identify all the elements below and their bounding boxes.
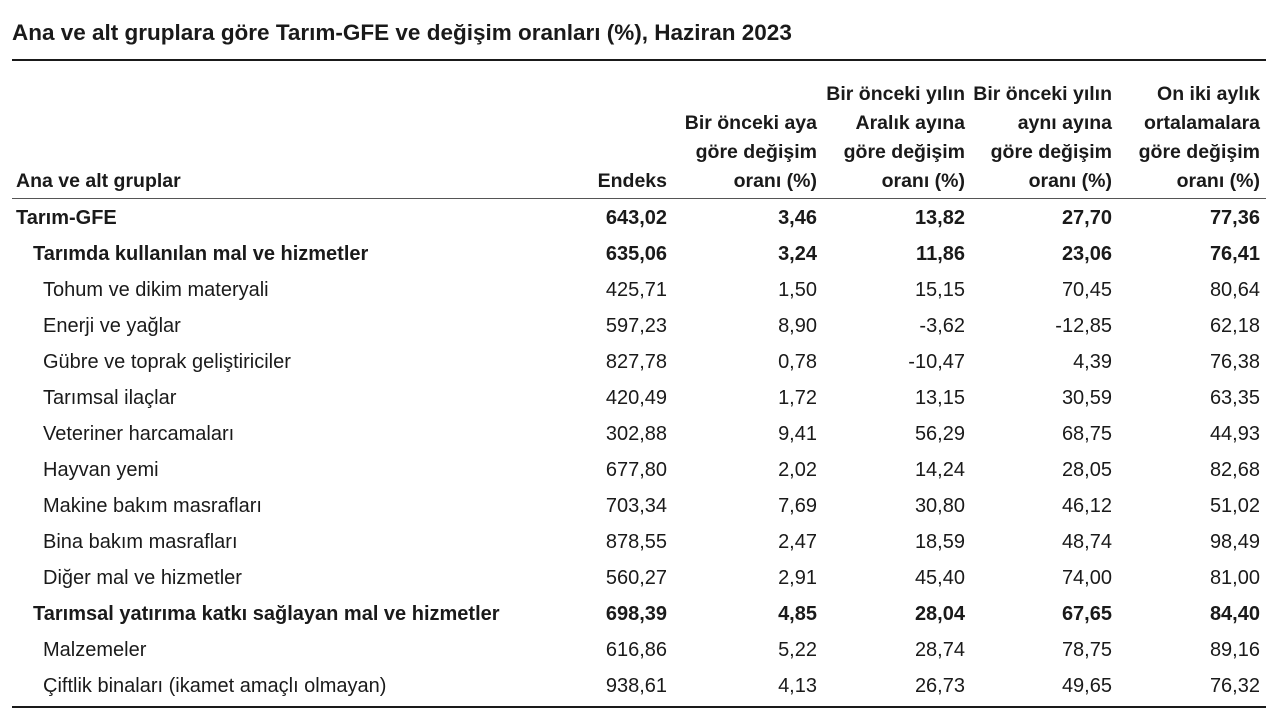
row-label: Tarımsal yatırıma katkı sağlayan mal ve hizmetler xyxy=(33,603,500,625)
monthly-change-value: 3,46 xyxy=(778,207,817,229)
column-header-line: On iki aylık xyxy=(1157,83,1260,105)
annual-change-value: 23,06 xyxy=(1061,243,1112,265)
monthly-change-value: 2,02 xyxy=(778,459,817,481)
row-label: Veteriner harcamaları xyxy=(43,423,235,445)
annual-change-value: 49,65 xyxy=(1061,675,1112,697)
december-change-value: 30,80 xyxy=(914,495,965,517)
monthly-change-value: 1,72 xyxy=(778,387,817,409)
monthly-change-value: 2,91 xyxy=(778,567,817,589)
december-change-value: 11,86 xyxy=(916,243,965,265)
monthly-change-value: 8,90 xyxy=(778,315,817,337)
december-change-value: 56,29 xyxy=(914,423,965,445)
index-value: 302,88 xyxy=(605,423,667,445)
column-header-line: oranı (%) xyxy=(1176,170,1260,192)
twelve-month-average-change-value: 84,40 xyxy=(1209,603,1260,625)
monthly-change-value: 4,13 xyxy=(778,675,817,697)
column-header-monthly-change xyxy=(685,109,817,196)
item-row xyxy=(0,308,1280,344)
december-change-value: -10,47 xyxy=(908,351,965,373)
item-row xyxy=(0,380,1280,416)
monthly-change-value: 3,24 xyxy=(778,243,817,265)
annual-change-value: 30,59 xyxy=(1061,387,1112,409)
column-header-line: Bir önceki yılın xyxy=(826,83,965,105)
twelve-month-average-change-value: 89,16 xyxy=(1209,639,1260,661)
december-change-value: -3,62 xyxy=(919,315,965,337)
row-label: Hayvan yemi xyxy=(43,459,159,481)
total-row xyxy=(0,200,1280,236)
row-label: Tarım-GFE xyxy=(16,207,117,229)
column-header-line: oranı (%) xyxy=(733,170,817,192)
twelve-month-average-change-value: 51,02 xyxy=(1209,495,1260,517)
item-row xyxy=(0,488,1280,524)
column-header-line: Ana ve alt gruplar xyxy=(16,170,181,192)
column-header-line: Bir önceki aya xyxy=(684,112,817,134)
row-label: Çiftlik binaları (ikamet amaçlı olmayan) xyxy=(43,675,387,697)
annual-change-value: 28,05 xyxy=(1061,459,1112,481)
row-label: Makine bakım masrafları xyxy=(43,495,262,517)
twelve-month-average-change-value: 62,18 xyxy=(1209,315,1260,337)
index-value: 616,86 xyxy=(605,639,667,661)
december-change-value: 13,15 xyxy=(914,387,965,409)
column-header-line: Endeks xyxy=(597,170,667,192)
column-header-december-change xyxy=(826,80,965,196)
top-rule xyxy=(12,59,1266,61)
monthly-change-value: 7,69 xyxy=(778,495,817,517)
item-row xyxy=(0,452,1280,488)
row-label: Gübre ve toprak geliştiriciler xyxy=(43,351,291,373)
index-value: 560,27 xyxy=(605,567,667,589)
table-header xyxy=(0,80,1280,196)
header-rule xyxy=(12,198,1266,199)
index-value: 635,06 xyxy=(605,243,667,265)
column-header-line: Aralık ayına xyxy=(855,112,965,134)
december-change-value: 26,73 xyxy=(914,675,965,697)
row-label: Tarımsal ilaçlar xyxy=(43,387,177,409)
row-label: Diğer mal ve hizmetler xyxy=(43,567,242,589)
item-row xyxy=(0,344,1280,380)
twelve-month-average-change-value: 76,38 xyxy=(1209,351,1260,373)
row-label: Tohum ve dikim materyali xyxy=(43,279,269,301)
column-header-index xyxy=(598,167,667,196)
index-value: 698,39 xyxy=(605,603,667,625)
twelve-month-average-change-value: 82,68 xyxy=(1209,459,1260,481)
column-header-line: oranı (%) xyxy=(881,170,965,192)
index-value: 938,61 xyxy=(605,675,667,697)
index-value: 878,55 xyxy=(605,531,667,553)
index-value: 597,23 xyxy=(605,315,667,337)
index-value: 677,80 xyxy=(605,459,667,481)
twelve-month-average-change-value: 98,49 xyxy=(1209,531,1260,553)
group-row xyxy=(0,236,1280,272)
column-header-line: göre değişim xyxy=(843,141,965,163)
monthly-change-value: 5,22 xyxy=(778,639,817,661)
december-change-value: 18,59 xyxy=(914,531,965,553)
index-value: 703,34 xyxy=(605,495,667,517)
index-value: 425,71 xyxy=(605,279,667,301)
item-row xyxy=(0,524,1280,560)
twelve-month-average-change-value: 80,64 xyxy=(1209,279,1260,301)
item-row xyxy=(0,272,1280,308)
index-value: 827,78 xyxy=(605,351,667,373)
column-header-line: göre değişim xyxy=(1138,141,1260,163)
annual-change-value: 78,75 xyxy=(1061,639,1112,661)
twelve-month-average-change-value: 76,41 xyxy=(1209,243,1260,265)
december-change-value: 28,74 xyxy=(914,639,965,661)
row-label: Enerji ve yağlar xyxy=(43,315,181,337)
december-change-value: 45,40 xyxy=(914,567,965,589)
annual-change-value: 67,65 xyxy=(1061,603,1112,625)
monthly-change-value: 0,78 xyxy=(778,351,817,373)
row-label: Tarımda kullanılan mal ve hizmetler xyxy=(33,243,369,265)
annual-change-value: 4,39 xyxy=(1073,351,1112,373)
column-header-line: Bir önceki yılın xyxy=(973,83,1112,105)
monthly-change-value: 1,50 xyxy=(778,279,817,301)
twelve-month-average-change-value: 44,93 xyxy=(1209,423,1260,445)
column-header-twelve-month-average-change xyxy=(1139,80,1260,196)
column-header-annual-change xyxy=(973,80,1112,196)
column-header-line: aynı ayına xyxy=(1017,112,1112,134)
annual-change-value: 68,75 xyxy=(1061,423,1112,445)
item-row xyxy=(0,668,1280,704)
column-header-line: göre değişim xyxy=(990,141,1112,163)
group-row xyxy=(0,596,1280,632)
row-label: Malzemeler xyxy=(43,639,147,661)
annual-change-value: 48,74 xyxy=(1061,531,1112,553)
table-body xyxy=(0,200,1280,704)
monthly-change-value: 2,47 xyxy=(778,531,817,553)
column-header-line: ortalamalara xyxy=(1144,112,1260,134)
index-value: 643,02 xyxy=(605,207,667,229)
annual-change-value: 46,12 xyxy=(1061,495,1112,517)
bottom-rule xyxy=(12,706,1266,708)
twelve-month-average-change-value: 81,00 xyxy=(1209,567,1260,589)
index-value: 420,49 xyxy=(605,387,667,409)
annual-change-value: 27,70 xyxy=(1061,207,1112,229)
annual-change-value: 70,45 xyxy=(1061,279,1112,301)
december-change-value: 14,24 xyxy=(914,459,965,481)
december-change-value: 15,15 xyxy=(914,279,965,301)
monthly-change-value: 9,41 xyxy=(778,423,817,445)
item-row xyxy=(0,416,1280,452)
row-label: Bina bakım masrafları xyxy=(43,531,238,553)
twelve-month-average-change-value: 77,36 xyxy=(1209,207,1260,229)
annual-change-value: -12,85 xyxy=(1055,315,1112,337)
table-title: Ana ve alt gruplara göre Tarım-GFE ve değişim oranları (%), Haziran 2023 xyxy=(12,20,792,45)
item-row xyxy=(0,632,1280,668)
twelve-month-average-change-value: 63,35 xyxy=(1209,387,1260,409)
item-row xyxy=(0,560,1280,596)
december-change-value: 28,04 xyxy=(914,603,965,625)
column-header-line: göre değişim xyxy=(695,141,817,163)
column-header-line: oranı (%) xyxy=(1028,170,1112,192)
monthly-change-value: 4,85 xyxy=(778,603,817,625)
december-change-value: 13,82 xyxy=(914,207,965,229)
twelve-month-average-change-value: 76,32 xyxy=(1209,675,1260,697)
annual-change-value: 74,00 xyxy=(1061,567,1112,589)
column-header-groups xyxy=(16,167,181,196)
